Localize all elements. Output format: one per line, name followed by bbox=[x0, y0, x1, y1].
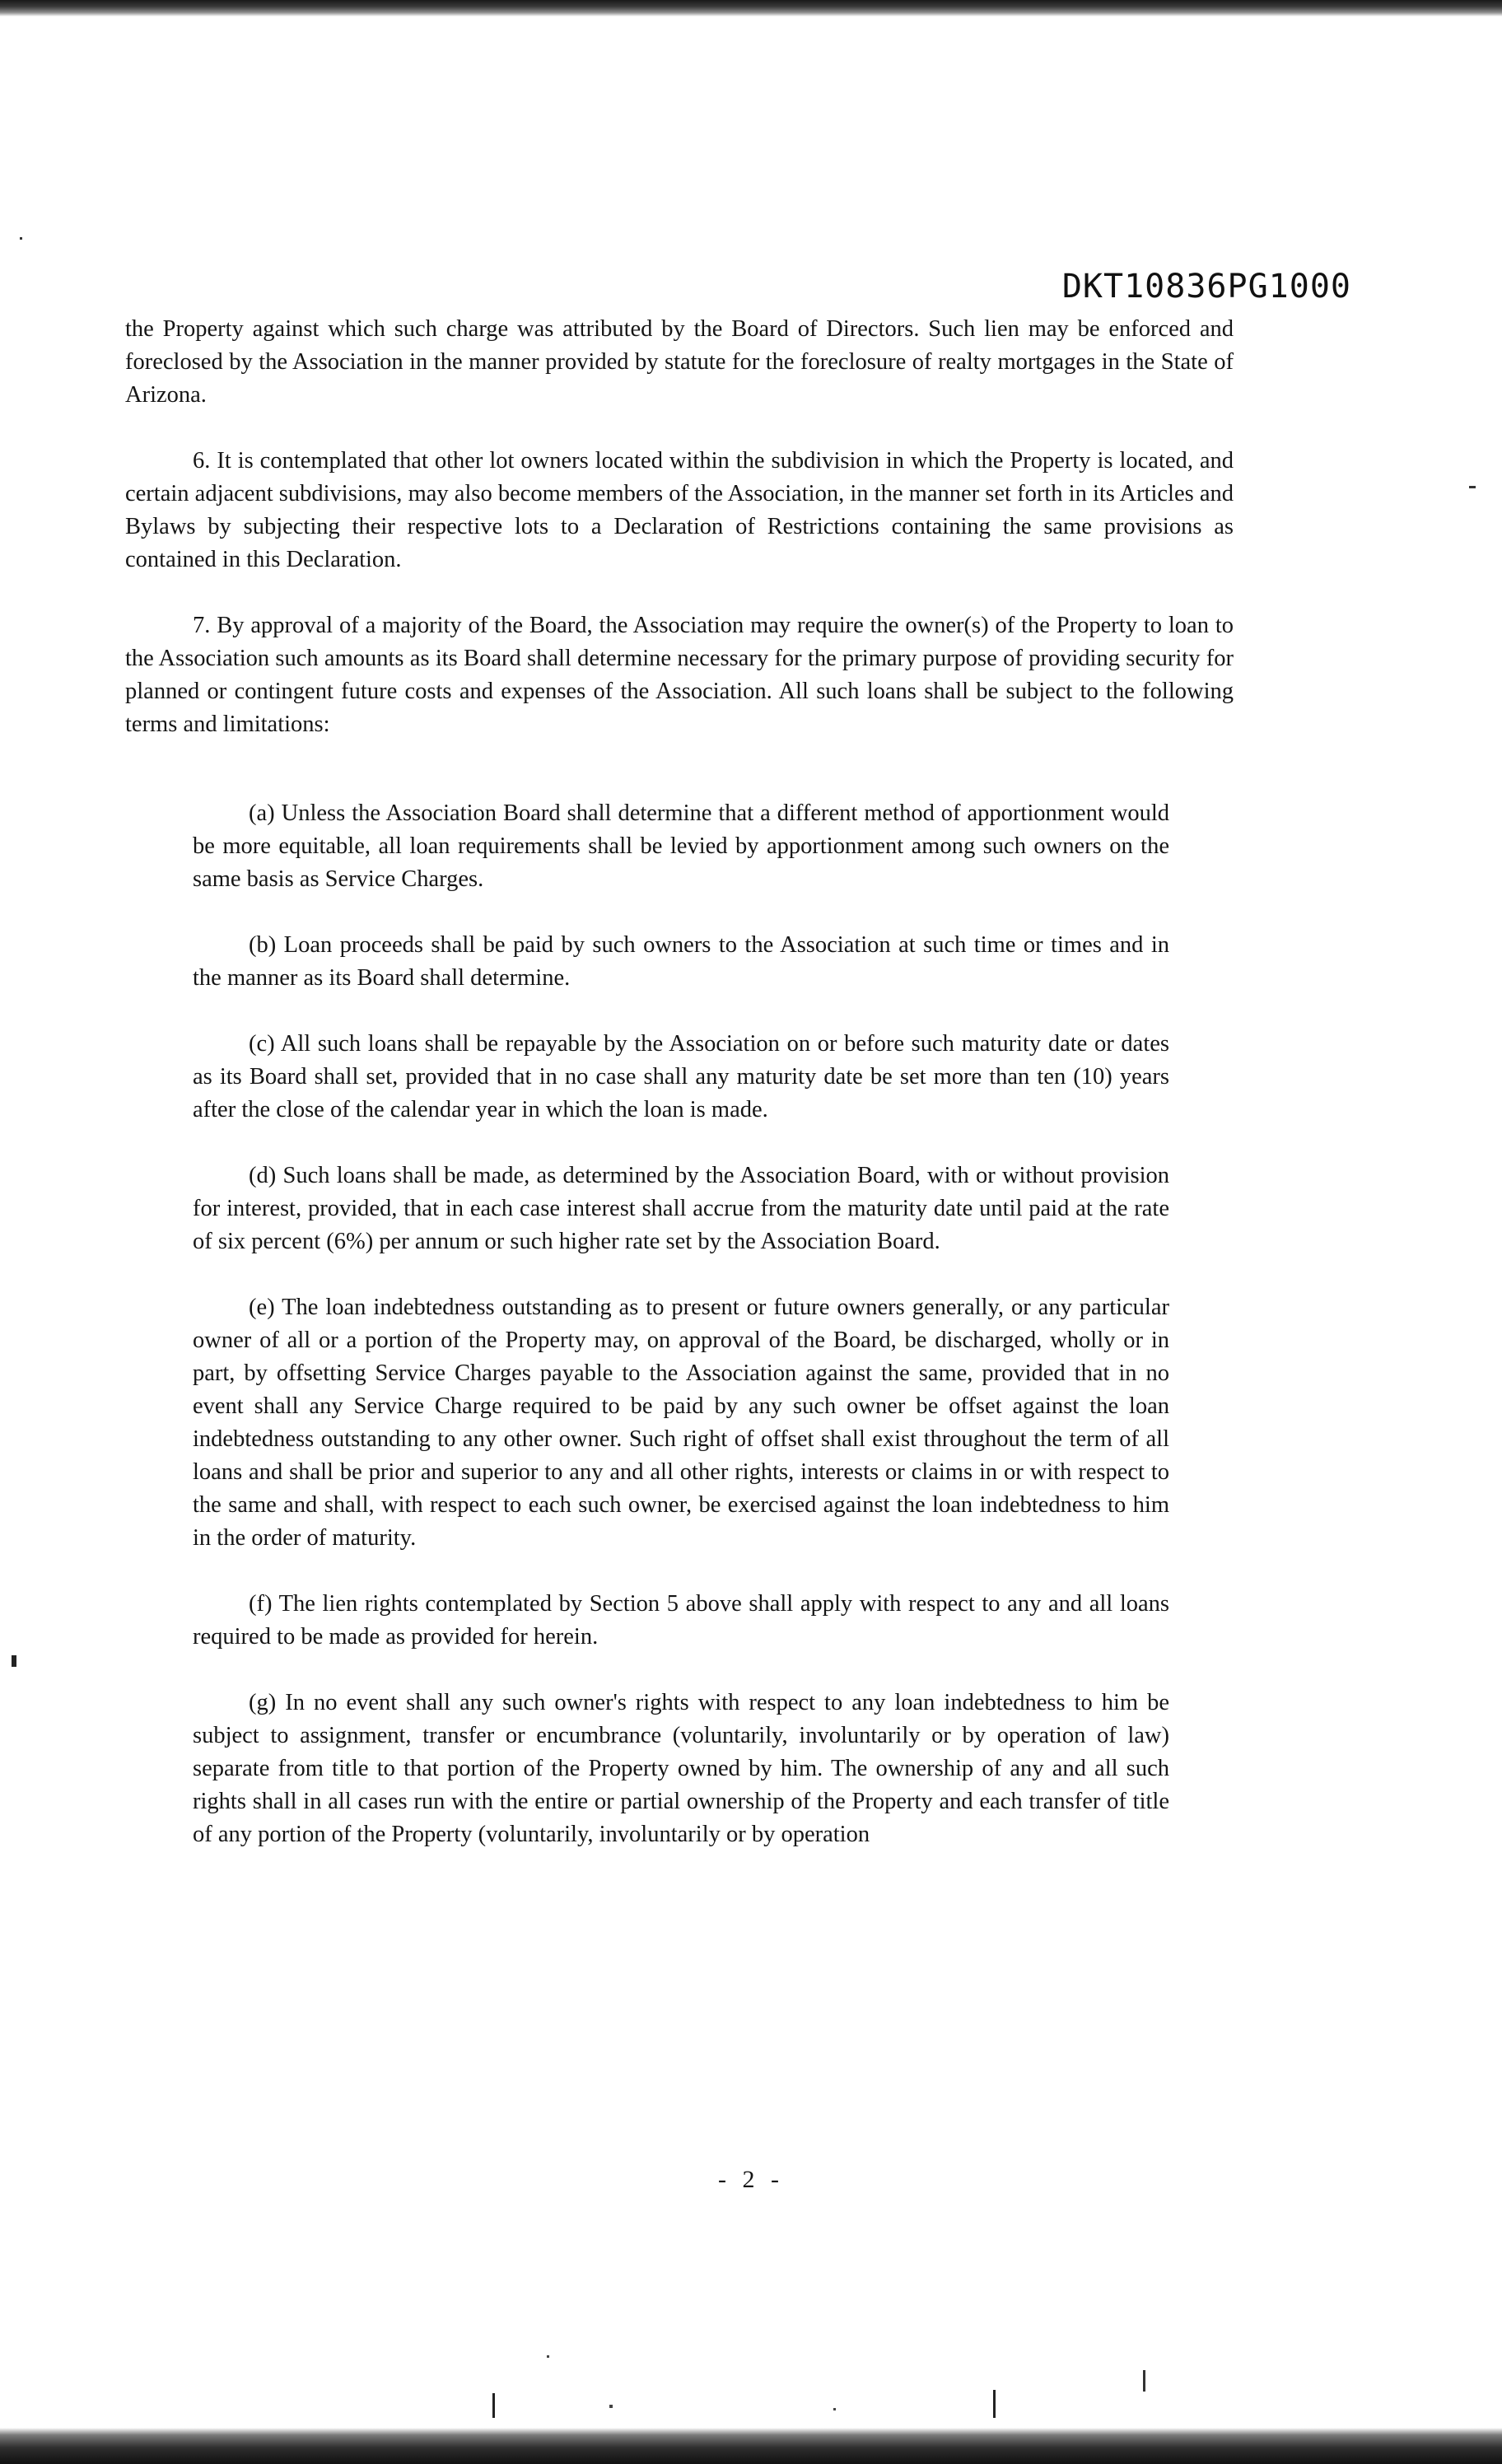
item-a: (a) Unless the Association Board shall determine that a different method of apportionment would be more equitable, all loan requirements shall be levied by apportionment among such owners on the same basis as Service Charges. bbox=[193, 800, 1169, 892]
document-body bbox=[125, 313, 1234, 1851]
recording-stamp: DKT10836PG1000 bbox=[1061, 268, 1351, 306]
scan-edge-bottom bbox=[0, 2428, 1502, 2464]
scan-edge-top bbox=[0, 0, 1502, 16]
item-e: (e) The loan indebtedness outstanding as to present or future owners generally, or any particular owner of all or a portion of the Property may, on approval of the Board, be discharged, wholly or in part, by offsetting Service Charges payable to the Association against the same, provided that in no event shall any Service Charge required to be paid by any such owner be offset against the loan indebtedness outstanding to any other owner. Such right of offset shall exist throughout the term of all loans and shall be prior and superior to any and all other rights, interests or claims in or with respect to the same and shall, with respect to each such owner, be exercised against the loan indebtedness to him in the order of maturity. bbox=[193, 1295, 1169, 1551]
item-b: (b) Loan proceeds shall be paid by such owners to the Association at such time or times and in the manner as its Board shall determine. bbox=[193, 932, 1169, 991]
item-d: (d) Such loans shall be made, as determined by the Association Board, with or without provision for interest, provided, that in each case interest shall accrue from the maturity date until paid at the rate of six percent (6%) per annum or such higher rate set by the Association Board. bbox=[193, 1163, 1169, 1254]
item-f: (f) The lien rights contemplated by Section 5 above shall apply with respect to any and all loans required to be made as provided for herein. bbox=[193, 1591, 1169, 1650]
page-number: - 2 - bbox=[718, 2166, 784, 2193]
item-g: (g) In no event shall any such owner's rights with respect to any loan indebtedness to him be subject to assignment, transfer or encumbrance (voluntarily, involuntarily or by operation of law) separate from title to that portion of the Property owned by him. The ownership of any and all such rights shall in all cases run with the entire or partial ownership of the Property and each transfer of title of any portion of the Property (voluntarily, involuntarily or by operation bbox=[193, 1690, 1169, 1847]
paragraph-lien-continuation: the Property against which such charge was attributed by the Board of Directors. Such lien may be enforced and foreclosed by the Association in the manner provided by statute for the foreclosure of realty mortgages in the State of Arizona. bbox=[125, 316, 1234, 408]
paragraph-6: 6. It is contemplated that other lot owners located within the subdivision in which the Property is located, and certain adjacent subdivisions, may also become members of the Association, in the manner set forth in its Articles and Bylaws by subjecting their respective lots to a Declaration of Restrictions containing the same provisions as contained in this Declaration. bbox=[125, 448, 1234, 572]
paragraph-7: 7. By approval of a majority of the Board, the Association may require the owner(s) of the Property to loan to the Association such amounts as its Board shall determine necessary for the primary purpose of providing security for planned or contingent future costs and expenses of the Association. All such loans shall be subject to the following terms and limitations: bbox=[125, 613, 1234, 737]
item-c: (c) All such loans shall be repayable by the Association on or before such maturity date or dates as its Board shall set, provided that in no case shall any maturity date be set more than ten (10) years after the close of the calendar year in which the loan is made. bbox=[193, 1031, 1169, 1122]
